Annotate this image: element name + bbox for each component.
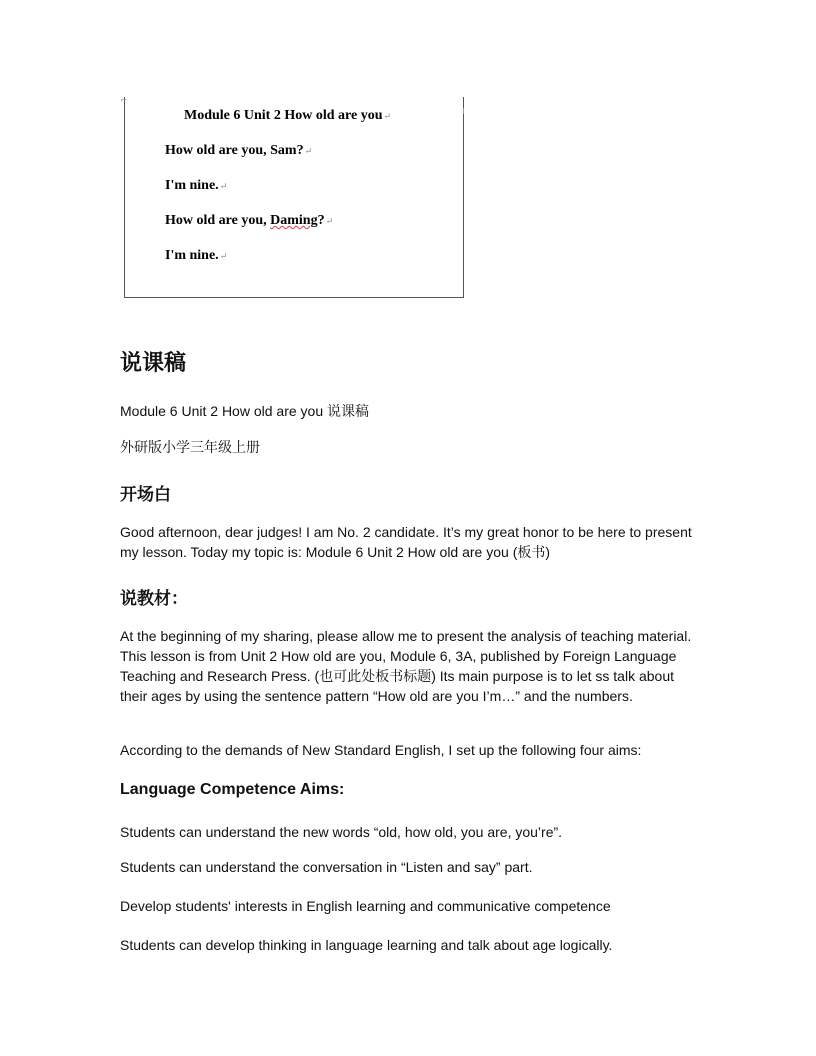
paragraph-mark-icon: ↵: [219, 181, 228, 191]
material-paragraph: At the beginning of my sharing, please allow me to present the analysis of teaching material. This lesson is from Unit 2 How old are you, Module 6, 3A, published by Foreign Language Teaching and Research Press. (也可此处板书标题) Its main purpose is to let ss talk about their ages by using the sentence pattern “How old are you I’m…” and the numbers.: [120, 628, 692, 704]
blackboard-design-box: [121, 94, 464, 298]
board-line: I'm nine.↵: [165, 178, 228, 193]
language-aims-heading: Language Competence Aims:: [120, 781, 345, 798]
paragraph-mark-icon: ↵: [383, 111, 392, 121]
opening-heading: 开场白: [120, 485, 171, 504]
corner-mark: ⌐: [121, 94, 128, 106]
aim-item: Students can understand the conversation in “Listen and say” part.: [120, 859, 533, 875]
corner-mark: [463, 108, 468, 114]
edition-line: 外研版小学三年级上册: [120, 439, 260, 455]
document-title: 说课稿: [120, 350, 187, 375]
spellcheck-word: Daming: [270, 213, 318, 228]
aim-item: Develop students' interests in English learning and communicative competence: [120, 898, 611, 914]
opening-paragraph: Good afternoon, dear judges! I am No. 2 candidate. It’s my great honor to be here to present my lesson. Today my topic is: Module 6 Unit 2 How old are you (板书): [120, 524, 692, 560]
paragraph-mark-icon: ↵: [304, 146, 313, 156]
aims-intro: According to the demands of New Standard English, I set up the following four aims:: [120, 742, 642, 758]
document-subtitle: Module 6 Unit 2 How old are you 说课稿: [120, 403, 369, 419]
aim-item: Students can develop thinking in language learning and talk about age logically.: [120, 937, 613, 953]
paragraph-mark-icon: ↵: [325, 216, 334, 226]
board-title: Module 6 Unit 2 How old are you↵: [184, 108, 392, 123]
board-line: How old are you, Daming?↵: [165, 213, 334, 228]
aim-item: Students can understand the new words “old, how old, you are, you’re”.: [120, 824, 563, 840]
paragraph-mark-icon: ↵: [219, 251, 228, 261]
board-line: How old are you, Sam?↵: [165, 143, 313, 158]
board-line: I'm nine.↵: [165, 248, 228, 263]
material-heading: 说教材：: [120, 589, 188, 608]
